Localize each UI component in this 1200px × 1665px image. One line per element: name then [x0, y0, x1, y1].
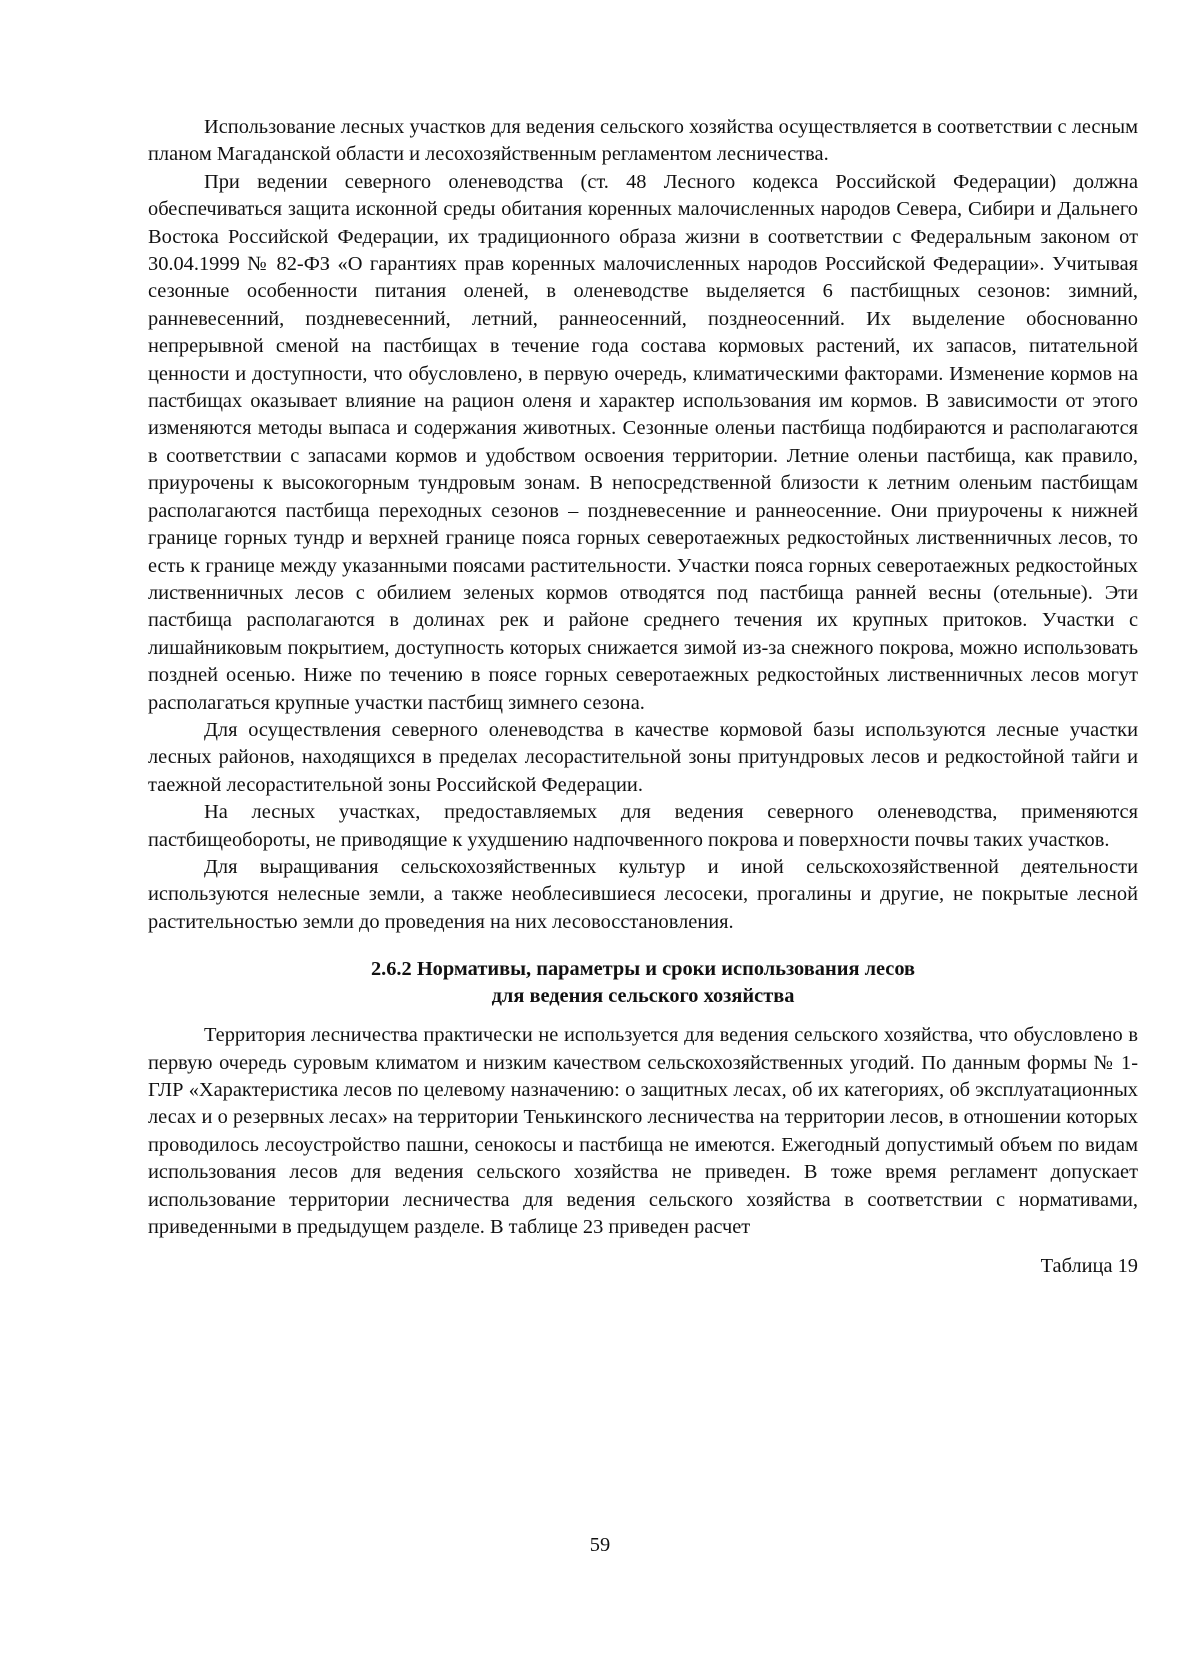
paragraph-reindeer-herding: При ведении северного оленеводства (ст. 48 Лесного кодекса Российской Федерации) должна обеспечиваться защита исконной среды обитания коренных малочисленных народов Севера, Сибири и Дальнего Востока Российской Федерации, их традиционного образа жизни в соответствии с Федеральным законом от 30.04.1999 № 82-ФЗ «О гарантиях прав коренных малочисленных народов Российской Федерации». Учитывая сезонные особенности питания оленей, в оленеводстве выделяется 6 пастбищных сезонов: зимний, ранневесенний, поздневесенний, летний, раннеосенний, позднеосенний. Их выделение обоснованно непрерывной сменой на пастбищах в течение года состава кормовых растений, их запасов, питательной ценности и доступности, что обусловлено, в первую очередь, климатическими факторами. Изменение кормов на пастбищах оказывает влияние на рацион оленя и характер использования им кормов. В зависимости от этого изменяются методы выпаса и содержания животных. Сезонные оленьи пастбища подбираются и располагаются в соответствии с запасами кормов и удобством освоения территории. Летние оленьи пастбища, как правило, приурочены к высокогорным тундровым зонам. В непосредственной близости к летним оленьим пастбищам располагаются пастбища переходных сезонов – поздневесенние и раннеосенние. Они приурочены к нижней границе горных тундр и верхней границе пояса горных северотаежных редкостойных лиственничных лесов, то есть к границе между указанными поясами растительности. Участки пояса горных северотаежных редкостойных лиственничных лесов с обилием зеленых кормов отводятся под пастбища ранней весны (отельные). Эти пастбища располагаются в долинах рек и районе среднего течения их крупных притоков. Участки с лишайниковым покрытием, доступность которых снижается зимой из-за снежного покрова, можно использовать поздней осенью. Ниже по течению в поясе горных северотаежных редкостойных лиственничных лесов могут располагаться крупные участки пастбищ зимнего сезона.	[148, 170, 1138, 714]
paragraph-forest-plan: Использование лесных участков для ведения сельского хозяйства осуществляется в соответствии с лесным планом Магаданской области и лесохозяйственным регламентом лесничества.	[148, 116, 1138, 166]
section-heading-line-1: 2.6.2 Нормативы, параметры и сроки использования лесов	[370, 958, 916, 981]
document-page	[148, 114, 1138, 1280]
section-heading	[148, 956, 1138, 1010]
paragraph-crop-cultivation: Для выращивания сельскохозяйственных культур и иной сельскохозяйственной деятельности используются нелесные земли, а также необлесившиеся лесосеки, прогалины и другие, не покрытые лесной растительностью земли до проведения на них лесовосстановления.	[148, 855, 1138, 933]
table-caption: Таблица 19	[1040, 1255, 1138, 1278]
paragraph-territory-usage: Территория лесничества практически не используется для ведения сельского хозяйства, что обусловлено в первую очередь суровым климатом и низким качеством сельскохозяйственных угодий. По данным формы № 1-ГЛР «Характеристика лесов по целевому назначению: о защитных лесах, об их категориях, об эксплуатационных лесах и о резервных лесах» на территории Тенькинского лесничества на территории лесов, в отношении которых проводилось лесоустройство пашни, сенокосы и пастбища не имеются. Ежегодный допустимый объем по видам использования лесов для ведения сельского хозяйства не приведен. В тоже время регламент допускает использование территории лесничества для ведения сельского хозяйства в соответствии с нормативами, приведенными в предыдущем разделе. В таблице 23 приведен расчет	[148, 1024, 1138, 1239]
paragraph-pasture-rotation: На лесных участках, предоставляемых для ведения северного оленеводства, применяются пастбищеобороты, не приводящие к ухудшению надпочвенного покрова и поверхности почвы таких участков.	[148, 801, 1138, 851]
page-number: 59	[589, 1534, 611, 1556]
paragraph-forage-base: Для осуществления северного оленеводства в качестве кормовой базы используются лесные участки лесных районов, находящихся в пределах лесорастительной зоны притундровых лесов и редкостойной тайги и таежной лесорастительной зоны Российской Федерации.	[148, 718, 1138, 796]
section-heading-line-2: для ведения сельского хозяйства	[491, 985, 795, 1008]
